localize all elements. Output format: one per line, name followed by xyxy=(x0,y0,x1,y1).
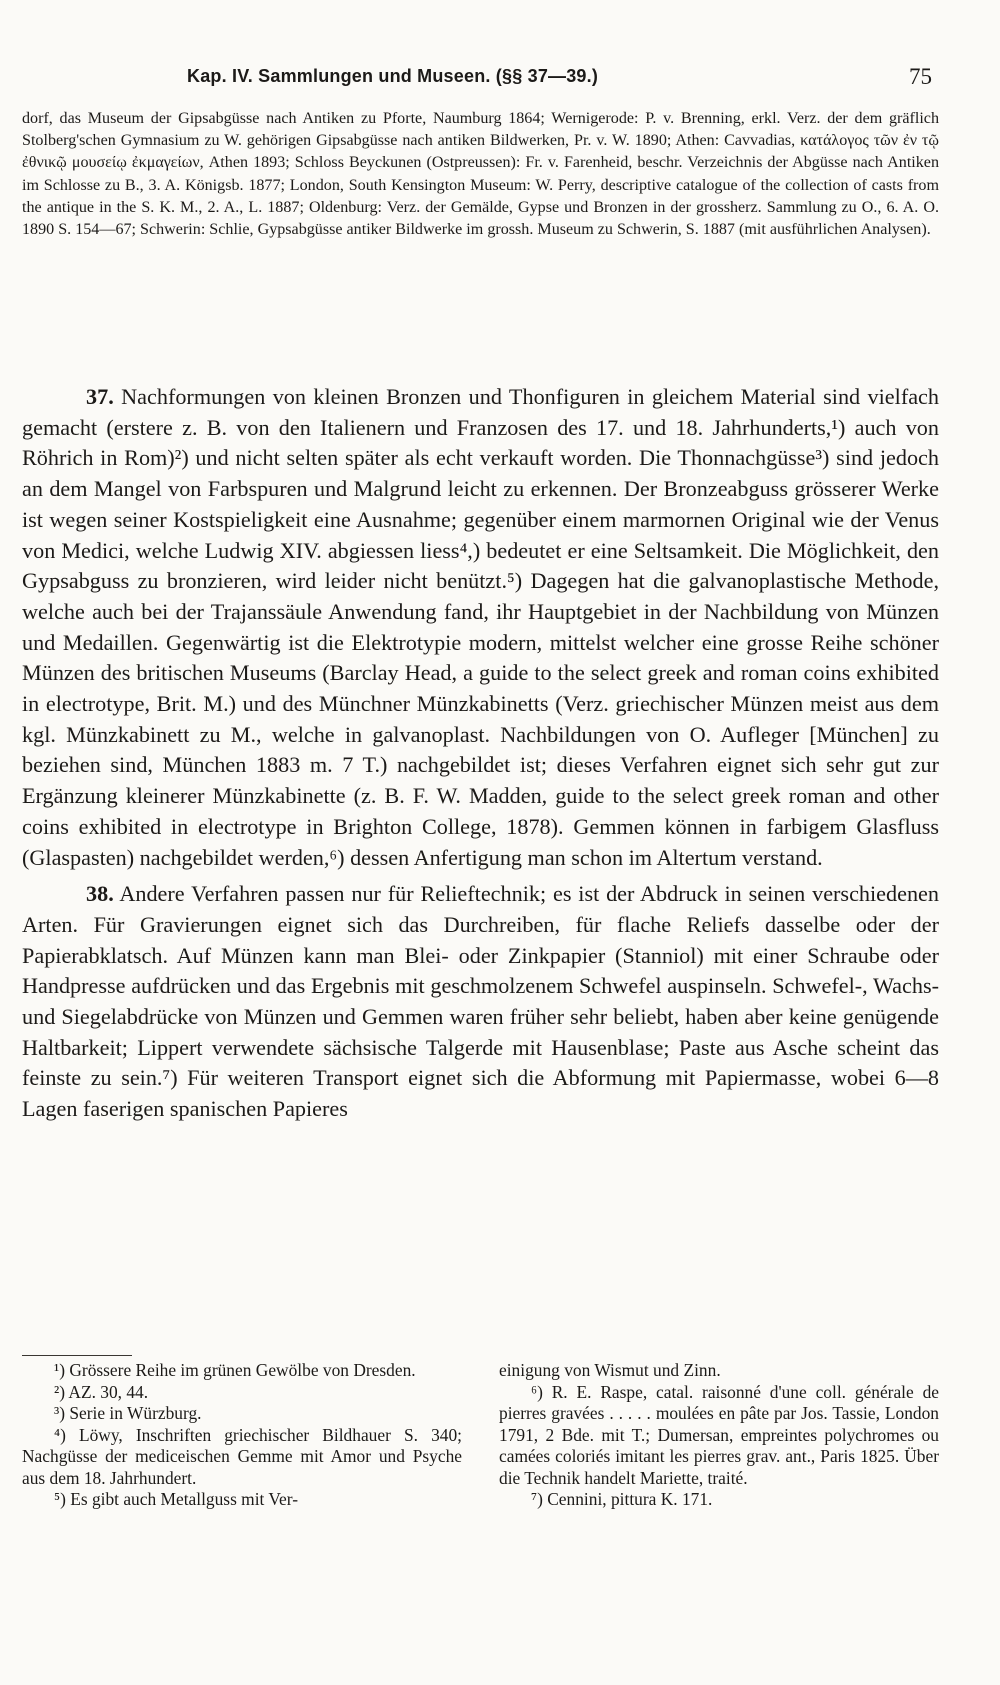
footnote: ⁶) R. E. Raspe, catal. raisonné d'une coll. générale de pierres gravées . . . . . moulées en pâte par Jos. Tassie, London 1791, 2 Bde. mit T.; Dumersan, empreintes polychromes ou camées coloriés imitant les pierres grav. ant., Paris 1825. Über die Technik handelt Mariette, traité. xyxy=(499,1381,939,1488)
footnote: ¹) Grössere Reihe im grünen Gewölbe von Dresden. xyxy=(54,1360,416,1380)
page-header xyxy=(22,66,942,96)
bibliography-paragraph: dorf, das Museum der Gipsabgüsse nach Antiken zu Pforte, Naumburg 1864; Wernigerode: P. v. Brenning, erkl. Verz. der dem gräflich Stolberg'schen Gymnasium zu W. gehörigen Gipsabgüsse nach antiken Bildwerken, Pr. v. W. 1890; Athen: Cavvadias, κατάλογος τῶν ἐν τῷ ἐθνικῷ μουσείῳ ἐκμαγείων, Athen 1893; Schloss Beyckunen (Ostpreussen): Fr. v. Farenheid, beschr. Verzeichnis der Abgüsse nach Antiken im Schlosse zu B., 3. A. Königsb. 1877; London, South Kensington Museum: W. Perry, descriptive catalogue of the collection of casts from the antique in the S. K. M., 2. A., L. 1887; Oldenburg: Verz. der Gemälde, Gypse und Bronzen in der grossherz. Sammlung zu O., 6. A. O. 1890 S. 154—67; Schwerin: Schlie, Gypsabgüsse antiker Bildwerke im grossh. Museum zu Schwerin, S. 1887 (mit ausführlichen Analysen). xyxy=(22,110,939,239)
section-38-number: 38. xyxy=(86,881,114,907)
footnote: ⁴) Löwy, Inschriften griechischer Bildhauer S. 340; Nachgüsse der mediceischen Gemme mit Amor und Psyche aus dem 18. Jahrhundert. xyxy=(22,1424,462,1488)
footnote-continuation: einigung von Wismut und Zinn. xyxy=(499,1360,721,1380)
footnote-divider xyxy=(22,1355,132,1356)
page-number: 75 xyxy=(909,64,932,89)
footnotes-left-column xyxy=(22,1360,462,1511)
section-37-number: 37. xyxy=(86,384,114,409)
footnote: ⁵) Es gibt auch Metallguss mit Ver- xyxy=(54,1489,298,1509)
footnote: ³) Serie in Würzburg. xyxy=(54,1403,202,1423)
section-37 xyxy=(22,382,939,873)
section-37-text: Nachformungen von kleinen Bronzen und Thonfiguren in gleichem Material sind vielfach gemacht (erstere z. B. von den Italienern und Franzosen des 17. und 18. Jahrhunderts,¹) auch von Röhrich in Rom)²) und nicht selten später als echt verkauft worden. Die Thonnachgüsse³) sind jedoch an dem Mangel von Farbspuren und Malgrund leicht zu erkennen. Der Bronzeabguss grösserer Werke ist wegen seiner Kostspieligkeit eine Ausnahme; gegenüber einem marmornen Original wie der Venus von Medici, welche Ludwig XIV. abgiessen liess⁴,) bedeutet er eine Seltsamkeit. Die Möglichkeit, den Gypsabguss zu bronzieren, wird leider nicht benützt.⁵) Dagegen hat die galvanoplastische Methode, welche auch bei der Trajanssäule Anwendung fand, ihr Hauptgebiet in der Nachbildung von Münzen und Medaillen. Gegenwärtig ist die Elektrotypie modern, mittelst welcher eine grosse Reihe schöner Münzen des britischen Museums (Barclay Head, a guide to the select greek and roman coins exhibited in electrotype, Brit. M.) und des Münchner Münzkabinetts (Verz. griechischer Münzen meist aus dem kgl. Münzkabinett zu M., welche in galvanoplast. Nachbildungen von O. Aufleger [München] zu beziehen sind, München 1883 m. 7 T.) nachgebildet ist; dieses Verfahren eignet sich sehr gut zur Ergänzung kleinerer Münzkabinette (z. B. F. W. Madden, guide to the select greek roman and other coins exhibited in electrotype in Brighton College, 1878). Gemmen können in farbigem Glasfluss (Glaspasten) nachgebildet werden,⁶) dessen Anfertigung man schon im Altertum verstand. xyxy=(22,384,939,870)
footnotes xyxy=(22,1360,939,1511)
footnote: ⁷) Cennini, pittura K. 171. xyxy=(531,1489,713,1509)
main-text xyxy=(22,382,939,1125)
section-38 xyxy=(22,879,939,1125)
bibliography-continuation xyxy=(22,108,939,241)
footnote: ²) AZ. 30, 44. xyxy=(54,1381,149,1402)
footnotes-right-column xyxy=(499,1360,939,1511)
running-head: Kap. IV. Sammlungen und Museen. (§§ 37—39.) xyxy=(187,66,599,86)
section-38-text: Andere Verfahren passen nur für Relieftechnik; es ist der Abdruck in seinen verschiedenen Arten. Für Gravierungen eignet sich das Durchreiben, für flache Reliefs dasselbe oder der Papierabklatsch. Auf Münzen kann man Blei- oder Zinkpapier (Stanniol) mit einer Schraube oder Handpresse aufdrücken und das Ergebnis mit geschmolzenem Schwefel auspinseln. Schwefel-, Wachs- und Siegelabdrücke von Münzen und Gemmen waren früher sehr beliebt, haben aber keine genügende Haltbarkeit; Lippert verwendete sächsische Talgerde mit Hausenblase; Paste aus Asche scheint das feinste zu sein.⁷) Für weiteren Transport eignet sich die Abformung mit Papiermasse, wobei 6—8 Lagen faserigen spanischen Papieres xyxy=(22,881,939,1122)
